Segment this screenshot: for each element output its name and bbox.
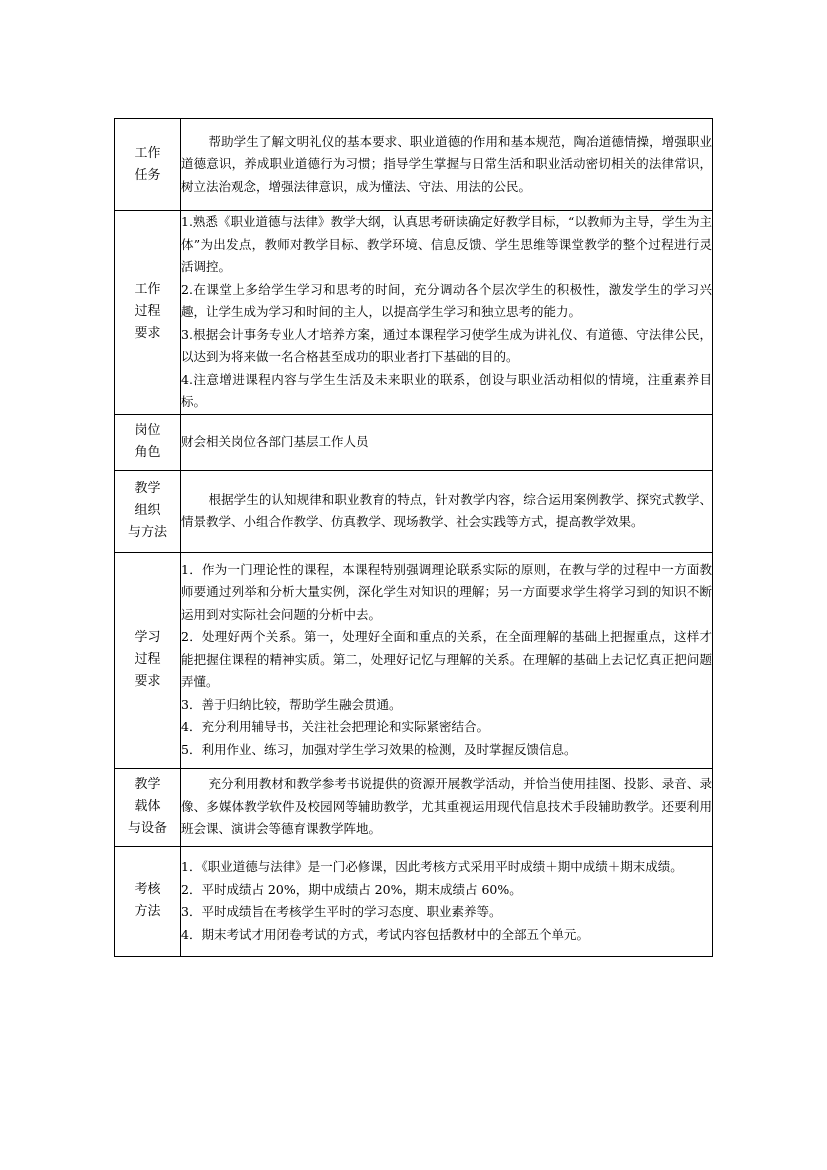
paragraph: 根据学生的认知规律和职业教育的特点，针对教学内容，综合运用案例教学、探究式教学、情景教学、小组合作教学、仿真教学、现场教学、社会实践等方式，提高教学效果。 <box>181 491 712 529</box>
row-learning-process <box>115 552 713 768</box>
paragraph: 5．利用作业、练习，加强对学生学习效果的检测，及时掌握反馈信息。 <box>181 741 577 757</box>
row-teaching-equipment <box>115 768 713 846</box>
label-post-role <box>115 414 181 470</box>
content-post-role <box>181 414 713 470</box>
label-line: 角色 <box>134 445 161 460</box>
label-line: 方法 <box>134 904 161 919</box>
paragraph: 2．处理好两个关系。第一，处理好全面和重点的关系，在全面理解的基础上把握重点，这样才能把握住课程的精神实质。第二，处理好记忆与理解的关系。在理解的基础上去记忆真正把问题弄懂。 <box>181 629 712 690</box>
label-line: 过程 <box>134 304 161 320</box>
label-line: 岗位 <box>134 423 161 438</box>
label-line: 与设备 <box>127 821 167 836</box>
label-line: 学习 <box>134 630 161 645</box>
paragraph: 2．平时成绩占 20%，期中成绩占 20%，期末成绩占 60%。 <box>181 881 522 897</box>
row-post-role <box>115 414 713 470</box>
label-learning-process <box>115 552 181 768</box>
label-line: 考核 <box>134 882 161 897</box>
label-line: 工作 <box>134 282 161 298</box>
content-teaching-equipment <box>181 768 713 846</box>
label-teaching-method <box>115 470 181 552</box>
content-work-task <box>181 119 713 211</box>
course-info-table <box>114 118 713 957</box>
label-line: 工作 <box>134 145 161 161</box>
label-assessment <box>115 846 181 956</box>
paragraph: 4．充分利用辅导书，关注社会把理论和实际紧密结合。 <box>181 719 489 735</box>
row-assessment <box>115 846 713 956</box>
label-line: 教学 <box>134 481 161 496</box>
label-line: 与方法 <box>127 525 167 540</box>
label-teaching-equipment <box>115 768 181 846</box>
label-line: 任务 <box>134 167 161 183</box>
paragraph: 3.根据会计事务专业人才培养方案，通过本课程学习使学生成为讲礼仪、有道德、守法律公民，以达到为将来做一名合格甚至成功的职业者打下基础的目的。 <box>181 326 712 364</box>
content-learning-process <box>181 552 713 768</box>
paragraph: 1.熟悉《职业道德与法律》教学大纲，认真思考研读确定好教学目标，“以教师为主导，学生为主体”为出发点，教师对教学目标、教学环境、信息反馈、学生思维等课堂教学的整个过程进行灵活调控。 <box>181 214 712 274</box>
row-work-process <box>115 211 713 415</box>
label-line: 组织 <box>134 503 161 518</box>
paragraph: 财会相关岗位各部门基层工作人员 <box>181 433 369 449</box>
label-line: 教学 <box>134 777 161 792</box>
paragraph: 充分利用教材和教学参考书说提供的资源开展教学活动，并恰当使用挂图、投影、录音、录像、多媒体教学软件及校园网等辅助教学，尤其重视运用现代信息技术手段辅助教学。还要利用班会课、演讲会等德育课教学阵地。 <box>181 776 712 837</box>
label-work-task <box>115 119 181 211</box>
paragraph: 2.在课堂上多给学生学习和思考的时间，充分调动各个层次学生的积极性，激发学生的学习兴趣，让学生成为学习和时间的主人，以提高学生学习和独立思考的能力。 <box>181 281 712 319</box>
paragraph: 3．善于归纳比较，帮助学生融会贯通。 <box>181 696 402 712</box>
label-line: 过程 <box>134 652 161 667</box>
paragraph: 帮助学生了解文明礼仪的基本要求、职业道德的作用和基本规范，陶冶道德情操，增强职业道德意识，养成职业道德行为习惯；指导学生掌握与日常生活和职业活动密切相关的法律常识，树立法治观念，增强法律意识，成为懂法、守法、用法的公民。 <box>181 133 712 194</box>
label-line: 载体 <box>134 799 161 814</box>
content-teaching-method <box>181 470 713 552</box>
label-line: 要求 <box>134 326 161 342</box>
label-line: 要求 <box>134 674 161 689</box>
paragraph: 1．作为一门理论性的课程，本课程特别强调理论联系实际的原则，在教与学的过程中一方面教师要通过列举和分析大量实例，深化学生对知识的理解；另一方面要求学生将学习到的知识不断运用到对实际社会问题的分析中去。 <box>181 561 712 622</box>
paragraph: 3．平时成绩旨在考核学生平时的学习态度、职业素养等。 <box>181 904 502 919</box>
label-work-process <box>115 211 181 415</box>
paragraph: 4.注意增进课程内容与学生生活及未来职业的联系，创设与职业活动相似的情境，注重素养目标。 <box>181 371 712 409</box>
row-work-task <box>115 119 713 211</box>
content-work-process <box>181 211 713 415</box>
row-teaching-method <box>115 470 713 552</box>
content-assessment <box>181 846 713 956</box>
paragraph: 1．《职业道德与法律》是一门必修课，因此考核方式采用平时成绩＋期中成绩＋期末成绩。 <box>181 859 683 874</box>
paragraph: 4．期末考试才用闭卷考试的方式，考试内容包括教材中的全部五个单元。 <box>181 926 589 942</box>
